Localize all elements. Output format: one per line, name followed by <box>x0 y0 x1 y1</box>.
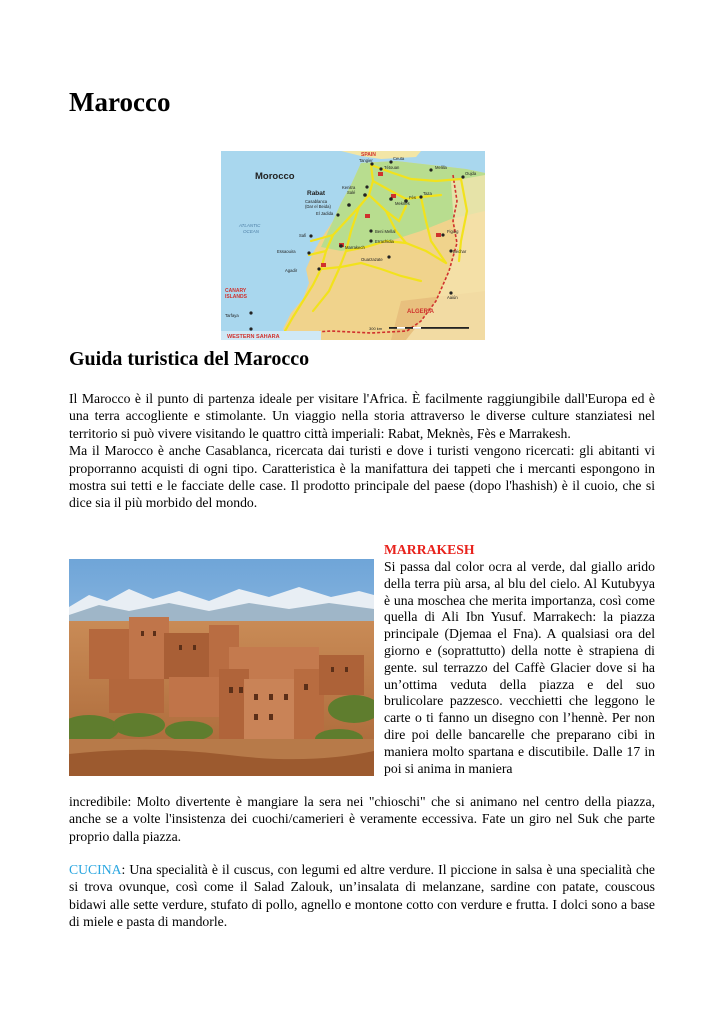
marrakesh-continuation: incredibile: Molto divertente è mangiare la sera nei "chioschi" che si animano nel centro della piazza, anche se a volte l'insistenza dei cuochi/camerieri è veramente eccessiva. Fate un giro nel Suk che parte proprio dalla piazza. <box>69 794 655 844</box>
map-city-label: Safi <box>299 233 307 238</box>
map-city-label: El Jadida <box>316 211 334 216</box>
map-city-label: Oujda <box>465 171 477 176</box>
map-city-label: Marrakech <box>345 245 365 250</box>
intro-paragraph: Ma il Marocco è anche Casablanca, ricercata dai turisti e dove i turisti vengono ricercati: gli abitanti vi proporranno acquisti di ogni tipo. Caratteristica è la manifattura dei tappeti che i mercanti espongono in mostra sui tetti e le facciate delle case. Il prodotto principale del paese (dopo l'hashish) è il cuoio, che si dice sia il più morbido del mondo. <box>69 443 655 511</box>
map-marker <box>321 263 326 267</box>
map-capital-label: Rabat <box>307 190 326 197</box>
marrakesh-body: Si passa dal color ocra al verde, dal giallo arido della terra più arsa, al blu del cielo. Al Kutubyya è una moschea che merita importanza, così come quella di Ali Ibn Yusuf. Marrakech: la piazza principale (Djemaa el Fna). A qualsiasi ora del giorno e (soprattutto) della notte è strapiena di gente. sul terrazzo del Caffè Glacier dove si ha un’ottima veduta della piazza e del suo brulicolare pazzesco. vecchietti che leggono le carte o ti fanno un disegno con l’hennè. Per non dire poi delle bancarelle che preparano cibi in maniera molto spartana e discutibile. Dalle 17 in poi si anima in maniera <box>384 559 655 776</box>
map-city-label: Tangier <box>359 158 373 163</box>
map-city-label: Essaouira <box>277 249 296 254</box>
map-city-label: Beni Mellal <box>375 229 396 234</box>
map-city-label: Tarfaya <box>225 313 239 318</box>
map-ocean-label: ATLANTIC <box>239 223 261 228</box>
map-ocean-label: OCEAN <box>243 229 260 234</box>
map-city-label: Aaiún <box>447 295 458 300</box>
map-city-label: Kenitra <box>342 185 356 190</box>
map-algeria-label: ALGERIA <box>407 309 434 315</box>
map-city-label: Tétouan <box>384 165 400 170</box>
map-city-label: Ceuta <box>393 156 405 161</box>
map-marker <box>436 233 441 237</box>
morocco-map <box>221 151 485 340</box>
intro-paragraph: Il Marocco è il punto di partenza ideale per visitare l'Africa. È facilmente raggiungibile dall'Europa ed è una terra accogliente e stimolante. Un viaggio nella storia attraverso le diverse culture stanziatesi nel territorio si può vivere visitando le quattro città imperiali: Rabat, Meknès, Fès e Marrakesh. <box>69 391 655 441</box>
cucina-paragraph <box>69 861 655 931</box>
map-city-label: Figuig <box>447 229 459 234</box>
map-city-label: (Dar el Beida) <box>305 204 331 209</box>
map-city-label: Salé <box>347 190 356 195</box>
map-canary-label: ISLANDS <box>225 294 247 300</box>
map-marker <box>378 172 383 176</box>
cucina-text: : Una specialità è il cuscus, con legumi ed altre verdure. Il piccione in salsa è una specialità che si trova ovunque, così come il Salad Zalouk, un’insalata di melanzane, sardine con patate, couscous bidawi alle sette verdure, stufato di pollo, agnello e montone cotto con verdure e frutta. I dolci sono a base di miele e pasta di mandorle. <box>69 862 655 930</box>
marrakesh-heading: MARRAKESH <box>384 542 475 557</box>
map-spain-label: SPAIN <box>361 152 376 158</box>
map-canary-label: CANARY <box>225 288 247 294</box>
map-western-sahara-label: WESTERN SAHARA <box>227 334 280 340</box>
map-city-label: Taza <box>423 191 432 196</box>
cucina-label: CUCINA <box>69 862 122 877</box>
map-city-label: Agadir <box>285 268 298 273</box>
kasbah-photo <box>69 559 374 776</box>
map-scale-label: 300 km <box>369 326 383 331</box>
map-city-label: Melilla <box>435 165 447 170</box>
map-country-label: Morocco <box>255 171 295 182</box>
section-title: Guida turistica del Marocco <box>69 348 310 370</box>
map-city-label: Casablanca <box>305 199 328 204</box>
page-title: Marocco <box>69 87 171 117</box>
map-city-label: Meknès <box>395 201 410 206</box>
map-city-label: Fès <box>409 195 416 200</box>
map-city-label: Errachidia <box>375 239 394 244</box>
map-city-label: Ouarzazate <box>361 257 383 262</box>
map-marker <box>365 214 370 218</box>
intro-text <box>69 390 655 512</box>
map-city-label: Béchar <box>453 249 467 254</box>
